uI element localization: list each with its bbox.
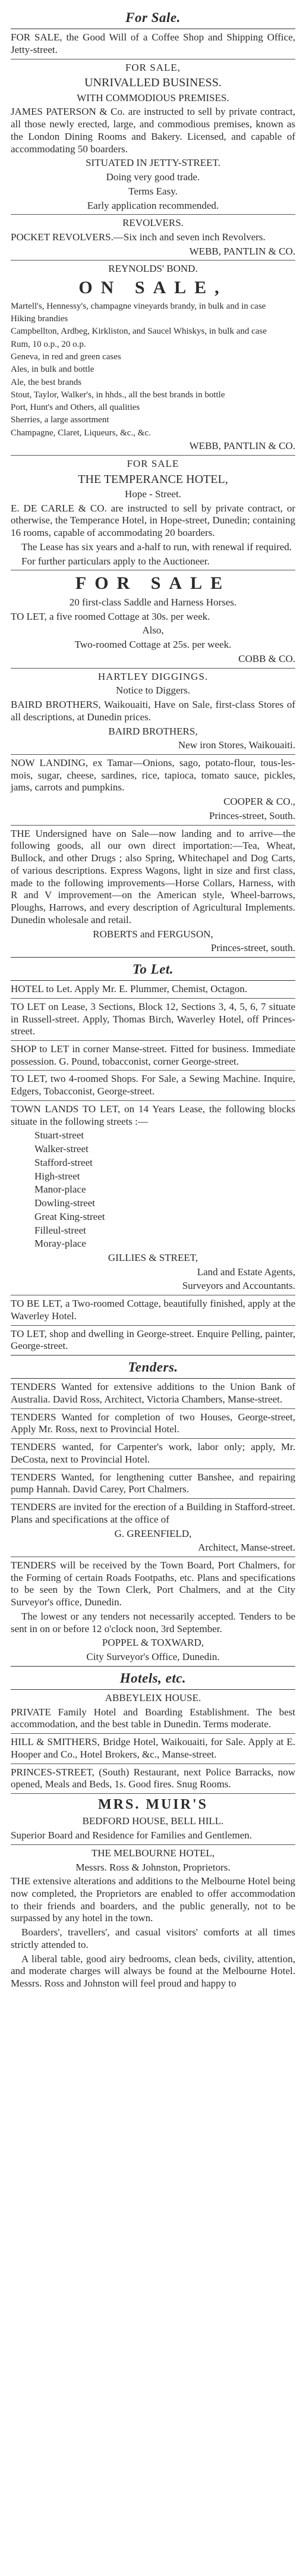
list-item: Ale, the best brands (11, 377, 82, 387)
ad-big-heading: MRS. MUIR'S (97, 1797, 208, 1813)
ad-text: A liberal table, good airy bedrooms, clean beds, civility, attention, and moderate charges will always be found at the Melbourne Hotel. Messrs. Ross and Johnston will feel proud and happy to (11, 1953, 295, 1990)
list-item: Stafford-street (34, 1156, 93, 1168)
ad-text: The lowest or any tenders not necessarily accepted. Tenders to be sent in on or before 12 o'clock noon, 3rd September. (11, 1610, 295, 1634)
ad-tender: TENDERS Wanted, for lengthening cutter Banshee, and repairing pump Hannah. David Carey, Port Chalmers. (11, 1471, 295, 1495)
section-header-to-let: To Let. (132, 962, 174, 977)
ad-hotel-to-let: HOTEL to Let. Apply Mr. E. Plummer, Chemist, Octagon. (11, 983, 248, 995)
ad-list (11, 301, 295, 438)
list-item: Manor-place (34, 1184, 86, 1196)
ad-text: BAIRD BROTHERS, Waikouaiti, Have on Sale, first-class Stores of all descriptions, at Dunedin prices. (11, 699, 295, 723)
ad-text: E. DE CARLE & CO. are instructed to sell by private contract, or otherwise, the Temperance Hotel, in Hope-street, Dunedin; containing 16 rooms, capable of accommodating 20 boarders. (11, 502, 295, 539)
ad-signature: WEBB, PANTLIN & CO. (189, 245, 295, 257)
ad-text: TENDERS are invited for the erection of a Building in Stafford-street. Plans and specifications at the office of (11, 1501, 295, 1525)
ad-signature: G. GREENFIELD, (114, 1527, 192, 1539)
ad-signature: BAIRD BROTHERS, (108, 725, 198, 737)
ad-signature: POPPEL & TOXWARD, (102, 1637, 204, 1649)
list-item: Champagne, Claret, Liqueurs, &c., &c. (11, 428, 151, 438)
ad-signature: Princes-street, South. (209, 809, 295, 821)
ad-text: FOR SALE, the Good Will of a Coffee Shop and Shipping Office, Jetty-street. (11, 32, 295, 55)
ad-heading: REVOLVERS. (122, 217, 184, 229)
ad-text: Superior Board and Residence for Families and Gentlemen. (11, 1830, 252, 1841)
ad-signature: Princes-street, south. (210, 942, 295, 954)
ad-text: POCKET REVOLVERS.—Six inch and seven inch Revolvers. (11, 231, 266, 243)
list-item: Hiking brandies (11, 314, 68, 324)
street-list (34, 1129, 295, 1250)
ad-heading: WITH COMMODIOUS PREMISES. (77, 92, 229, 103)
ad-shop-to-let: SHOP to LET in corner Manse-street. Fitted for business. Immediate possession. G. Pound, tobacconist, corner George-street. (11, 1043, 295, 1067)
divider (11, 1733, 295, 1734)
ad-signature: New iron Stores, Waikouaiti. (178, 739, 295, 751)
ad-bridge-hotel: HILL & SMITHERS, Bridge Hotel, Waikouaiti, for Sale. Apply at E. Hooper and Co., Hotel Brokers, &c., Manse-street. (11, 1736, 295, 1760)
ad-text: Notice to Diggers. (115, 685, 191, 696)
list-item: Port, Hunt's and Others, all qualities (11, 403, 140, 413)
list-item: Moray-place (34, 1238, 86, 1250)
divider (11, 1844, 295, 1845)
section-header-tenders: Tenders. (128, 1360, 178, 1375)
ad-heading: REYNOLDS' BOND. (108, 263, 198, 275)
list-item: Campbellton, Ardbeg, Kirkliston, and Saucel Whiskys, in bulk and case (11, 327, 267, 337)
ad-revolvers (11, 217, 295, 258)
list-item: Stuart-street (34, 1129, 84, 1141)
divider (11, 668, 295, 669)
ad-text: Early application recommended. (87, 199, 219, 211)
ad-roberts-ferguson (11, 828, 295, 955)
divider (11, 1355, 295, 1356)
ad-unrivalled-business (11, 62, 295, 212)
divider (11, 1438, 295, 1439)
ad-text: The Lease has six years and a-half to run, with renewal if required. (21, 541, 292, 553)
divider (11, 980, 295, 981)
ad-text: PRIVATE Family Hotel and Boarding Establishment. The best accommodation, and the best table in Dunedin. Terms moderate. (11, 1706, 295, 1730)
ad-tender-town-board (11, 1560, 295, 1664)
ad-text: THE Undersigned have on Sale—now landing and to arrive—the following goods, all our own direct importation:—Tea, Wheat, Bullock, and other Drugs ; also Spring, Whitechapel and Dog Carts, of various descriptions. Express Wagons, light in size and first class, made to the following improvements—Horse Collars, Harness, with R and V improvement—on the American style, Wheel-barrows, Ploughs, Harrows, and every description of Agricultural Implements. Dunedin wholesale and retail. (11, 827, 295, 925)
list-item: Sherries, a large assortment (11, 415, 109, 425)
ad-signature: COOPER & CO., (223, 796, 295, 808)
ad-melbourne-hotel (11, 1847, 295, 1990)
list-item: Geneva, in red and green cases (11, 352, 121, 362)
ad-signature: Architect, Manse-street. (198, 1542, 295, 1554)
ad-heading: FOR SALE, (125, 61, 181, 73)
ad-heading: SITUATED IN JETTY-STREET. (86, 157, 220, 169)
divider (11, 260, 295, 261)
divider (11, 957, 295, 958)
ad-signature: COBB & CO. (238, 652, 295, 664)
list-item: Dowling-street (34, 1197, 95, 1209)
ad-heading: ABBEYLEIX HOUSE. (105, 1692, 201, 1703)
divider (11, 754, 295, 755)
ad-text: Also, (142, 625, 164, 636)
divider (11, 1040, 295, 1041)
divider (11, 998, 295, 999)
divider (11, 455, 295, 456)
ad-reynolds-bond (11, 263, 295, 452)
section-header-for-sale: For Sale. (125, 10, 181, 25)
ad-text: Boarders', travellers', and casual visitors' comforts at all times strictly attended to. (11, 1926, 295, 1950)
ad-shops-sewing: TO LET, two 4-roomed Shops. For Sale, a Sewing Machine. Inquire, Edgers, Tobacconist, George-street. (11, 1073, 295, 1097)
ad-bedford-house (11, 1796, 295, 1842)
list-item: Filleul-street (34, 1224, 86, 1236)
section-header-hotels: Hotels, etc. (119, 1670, 187, 1686)
divider (11, 1666, 295, 1667)
ad-heading: UNRIVALLED BUSINESS. (84, 76, 222, 90)
ad-abbeyleix-house (11, 1692, 295, 1731)
ad-text: THE extensive alterations and additions to the Melbourne Hotel being now completed, the Proprietors are enabled to offer accommodation to their friends and boarders, and the public generally, not to be surpassed by any hotel in the town. (11, 1875, 295, 1924)
ad-signature: Land and Estate Agents, (197, 1266, 295, 1278)
ad-town-lands (11, 1103, 295, 1292)
ad-cobb-co (11, 573, 295, 665)
ad-text: Doing very good trade. (106, 171, 200, 183)
list-item: Martell's, Hennessy's, champagne vineyards brandy, in bulk and in case (11, 301, 266, 311)
ad-text: TENDERS will be received by the Town Board, Port Chalmers, for the Forming of certain Roads Footpaths, etc. Plans and specifications to be seen by the Town Clerk, Port Chalmers, and at the City Surveyor's office, Dunedin. (11, 1560, 295, 1608)
list-item: Rum, 10 o.p., 20 o.p. (11, 339, 86, 349)
divider (11, 1070, 295, 1071)
ad-heading: THE MELBOURNE HOTEL, (91, 1847, 215, 1859)
ad-heading: Messrs. Ross & Johnston, Proprietors. (75, 1861, 231, 1873)
ad-shop-dwelling: TO LET, shop and dwelling in George-street. Enquire Pelling, painter, George-street. (11, 1328, 295, 1352)
ad-heading: THE TEMPERANCE HOTEL, (78, 472, 228, 486)
divider (11, 1378, 295, 1379)
list-item: Ales, in bulk and bottle (11, 365, 94, 375)
ad-text: For further particulars apply to the Auctioneer. (21, 555, 210, 567)
ad-lease-sections: TO LET on Lease, 3 Sections, Block 12, Sections 3, 4, 5, 6, 7 situate in Russell-street. Apply, Thomas Birch, Waverley Hotel, off Princes-street. (11, 1000, 295, 1037)
ad-text: JAMES PATERSON & Co. are instructed to sell by private contract, all those newly erected, large, and commodious premises, known as the London Dining Rooms and Bakery. Licensed, and capable of accommodating 50 boarders. (11, 106, 295, 155)
ad-tender: TENDERS Wanted for completion of two Houses, George-street, Apply Mr. Ross, next to Provincial Hotel. (11, 1411, 295, 1435)
ad-cottage-to-let: TO BE LET, a Two-roomed Cottage, beautifully finished, apply at the Waverley Hotel. (11, 1298, 295, 1322)
ad-restaurant: PRINCES-STREET, (South) Restaurant, next Police Barracks, now opened, Meals and Beds, 1s. Good fires. Snug Rooms. (11, 1766, 295, 1790)
ad-signature: City Surveyor's Office, Dunedin. (86, 1651, 220, 1663)
ad-coffee-shop (11, 32, 295, 56)
divider (11, 1689, 295, 1690)
ad-text: 20 first-class Saddle and Harness Horses. (69, 596, 237, 608)
list-item: High-street (34, 1170, 80, 1182)
ad-temperance-hotel (11, 458, 295, 568)
ad-big-heading: FOR SALE (75, 573, 231, 594)
ad-heading: HARTLEY DIGGINGS. (97, 670, 209, 682)
ad-hartley-diggings (11, 671, 295, 752)
divider (11, 214, 295, 215)
ad-text: Two-roomed Cottage at 25s. per week. (74, 639, 232, 651)
ad-tender-greenfield (11, 1501, 295, 1554)
ad-text: TO LET, a five roomed Cottage at 30s. per week. (11, 610, 210, 622)
ad-signature: Surveyors and Accountants. (182, 1280, 295, 1292)
list-item: Walker-street (34, 1143, 89, 1155)
ad-tender: TENDERS Wanted for extensive additions to the Union Bank of Australia. David Ross, Architect, Victoria Chambers, Manse-street. (11, 1381, 295, 1405)
ad-text: NOW LANDING, ex Tamar—Onions, sago, potato-flour, tous-les-mois, sugar, cheese, sardines, rice, tapioca, tomato sauce, pickles, jams, carrots and pumpkins. (11, 757, 295, 793)
ad-signature: GILLIES & STREET, (108, 1252, 198, 1263)
ad-text: TOWN LANDS TO LET, on 14 Years Lease, the following blocks situate in the following streets :— (11, 1103, 295, 1127)
divider (11, 1325, 295, 1326)
divider (11, 1100, 295, 1101)
list-item: Great King-street (34, 1210, 105, 1222)
ad-now-landing (11, 757, 295, 823)
divider (11, 825, 295, 826)
divider (11, 1408, 295, 1409)
ad-heading: Hope - Street. (125, 488, 181, 500)
divider (11, 1498, 295, 1499)
list-item: Stout, Taylor, Walker's, in hhds., all the best brands in bottle (11, 390, 225, 400)
divider (11, 1793, 295, 1794)
ad-heading: FOR SALE (127, 457, 179, 469)
ad-signature: ROBERTS and FERGUSON, (93, 928, 213, 940)
ad-big-heading: ON SALE, (78, 278, 228, 298)
ad-tender: TENDERS wanted, for Carpenter's work, labor only; apply, Mr. DeCosta, next to Provincial Hotel. (11, 1441, 295, 1465)
ad-signature: WEBB, PANTLIN & CO. (189, 440, 295, 452)
ad-text: Terms Easy. (128, 185, 178, 197)
ad-heading: BEDFORD HOUSE, BELL HILL. (82, 1815, 224, 1827)
